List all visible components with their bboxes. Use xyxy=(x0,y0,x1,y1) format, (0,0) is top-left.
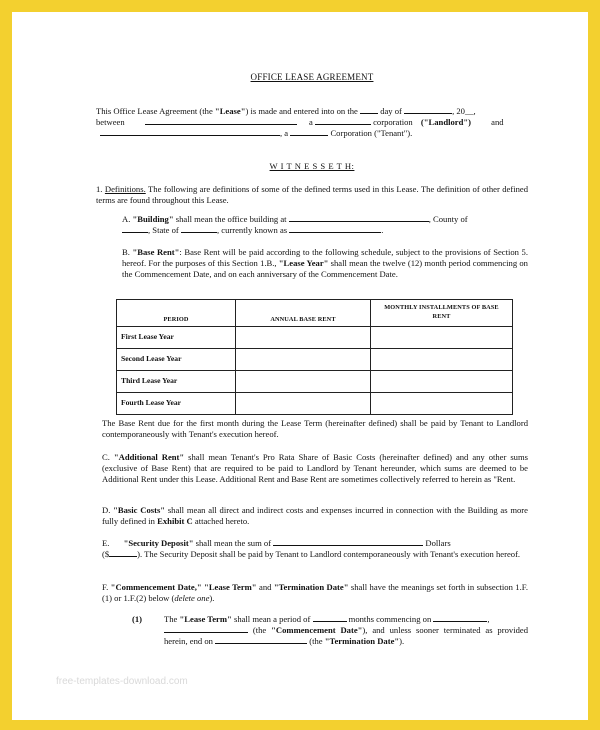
blank-landlord-state[interactable] xyxy=(315,117,371,125)
cell-annual[interactable] xyxy=(236,393,371,415)
table-row: First Lease Year xyxy=(117,327,513,349)
header-annual-base-rent: ANNUAL BASE RENT xyxy=(236,300,371,327)
cell-annual[interactable] xyxy=(236,349,371,371)
document-title: OFFICE LEASE AGREEMENT xyxy=(250,72,374,82)
header-period: PERIOD xyxy=(117,300,236,327)
blank-commencement[interactable] xyxy=(433,614,487,622)
blank-tenant-state[interactable] xyxy=(290,128,328,136)
blank-building-address[interactable] xyxy=(289,214,429,222)
blank-county[interactable] xyxy=(122,225,148,233)
cell-monthly[interactable] xyxy=(371,371,513,393)
table-row: Fourth Lease Year xyxy=(117,393,513,415)
cell-monthly[interactable] xyxy=(371,327,513,349)
blank-date[interactable] xyxy=(360,106,378,114)
blank-lease-months[interactable] xyxy=(313,614,347,622)
cell-monthly[interactable] xyxy=(371,393,513,415)
blank-commencement-year[interactable] xyxy=(164,625,248,633)
item-e-security-deposit: E. "Security Deposit" shall mean the sum of Dollars ($ ). The Security Deposit shall be paid by Tenant to Landlord contemporaneously with Tenant's execution hereof. xyxy=(102,538,521,560)
item-b-base-rent: B. "Base Rent": Base Rent will be paid according to the following schedule, subject to the provisions of Section 5. hereof. For the purposes of this Section 1.B., "Lease Year" shall mean the twelve (12) month period commencing on the Commencement Date, and on each anniversary of the Commencement Date. xyxy=(122,247,528,280)
blank-deposit-words[interactable] xyxy=(273,538,423,546)
section-1-definitions: 1. Definitions. The following are definitions of some of the defined terms used in this Lease. The definition of other defined terms are found throughout this Lease. xyxy=(96,184,529,206)
document-page xyxy=(12,12,588,720)
blank-tenant-name[interactable] xyxy=(100,128,280,136)
item-f-dates: F. "Commencement Date," "Lease Term" and "Termination Date" shall have the meanings set forth in subsection 1.F.(1) or 1.F.(2) below (delete one). xyxy=(102,582,528,604)
watermark-text: free-templates-download.com xyxy=(56,676,188,687)
subsection-f1: (1) The "Lease Term" shall mean a period of months commencing on , (the "Commencement Date"), and unless sooner terminated as provided herein, end on (the "Termination Date"). xyxy=(132,614,528,647)
blank-building-name[interactable] xyxy=(289,225,381,233)
item-a-building: A. "Building" shall mean the office building at , County of , State of , currently known as . xyxy=(122,214,468,236)
table-header-row xyxy=(117,300,513,327)
blank-termination-date[interactable] xyxy=(215,636,307,644)
witnesseth-heading: W I T N E S S E T H: xyxy=(269,161,355,171)
table-row: Third Lease Year xyxy=(117,371,513,393)
blank-state[interactable] xyxy=(181,225,217,233)
blank-landlord-name[interactable] xyxy=(145,117,297,125)
header-monthly-installments: MONTHLY INSTALLMENTS OF BASE RENT xyxy=(371,300,513,327)
blank-deposit-amount[interactable] xyxy=(109,549,137,557)
table-row: Second Lease Year xyxy=(117,349,513,371)
item-c-additional-rent: C. "Additional Rent" shall mean Tenant's Pro Rata Share of Basic Costs (hereinafter defined) and any other sums (exclusive of Base Rent) that are required to be paid to Landlord by Tenant hereunder, which sums are deemed to be Additional Rent under this Lease. Additional Rent and Base Rent are sometimes collectively referred to herein as "Rent. xyxy=(102,452,528,485)
item-d-basic-costs: D. "Basic Costs" shall mean all direct and indirect costs and expenses incurred in connection with the Building as more fully defined in Exhibit C attached hereto. xyxy=(102,505,528,527)
base-rent-table xyxy=(116,299,513,415)
cell-annual[interactable] xyxy=(236,371,371,393)
base-rent-due-paragraph: The Base Rent due for the first month during the Lease Term (hereinafter defined) shall be paid by Tenant to Landlord contemporaneously with Tenant's execution hereof. xyxy=(102,418,528,440)
intro-paragraph: This Office Lease Agreement (the "Lease") is made and entered into on the day of , 20__, between a corporation ("Landlord") and , a Corporation ("Tenant"). xyxy=(96,106,504,139)
cell-monthly[interactable] xyxy=(371,349,513,371)
cell-annual[interactable] xyxy=(236,327,371,349)
blank-month[interactable] xyxy=(404,106,452,114)
